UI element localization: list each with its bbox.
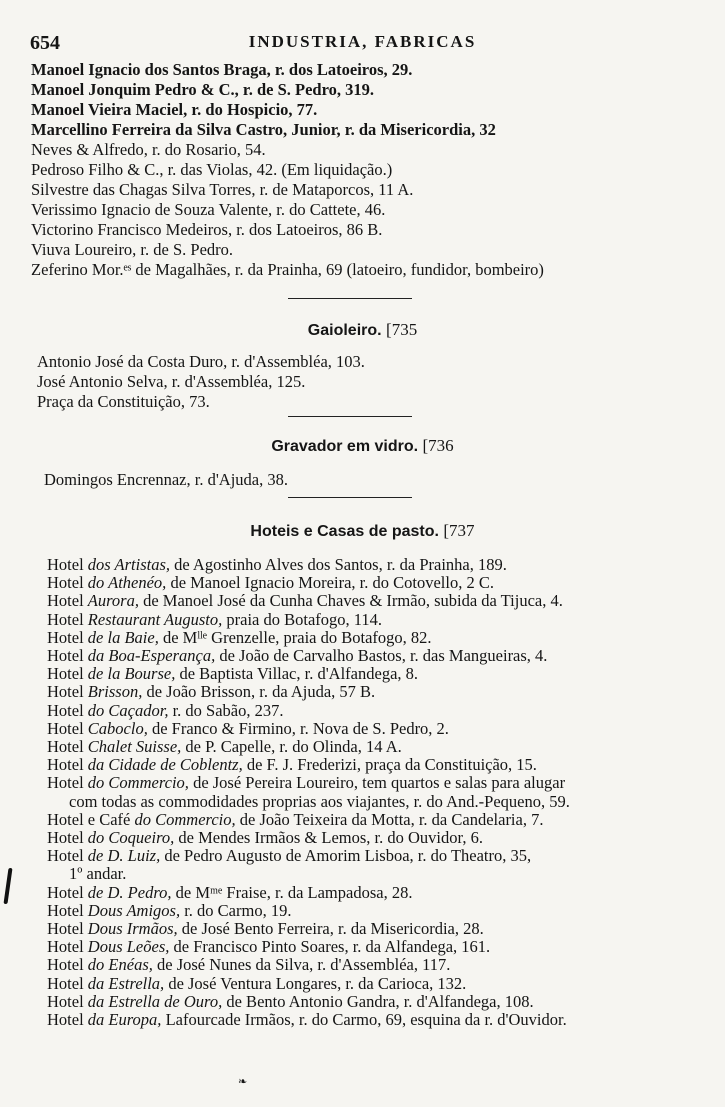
- hotel-details: 1º andar.: [69, 864, 127, 884]
- list-item: Victorino Francisco Medeiros, r. dos Latoeiros, 86 B.: [31, 220, 383, 239]
- hotel-prefix: Hotel: [47, 937, 84, 957]
- hotel-details: r. do Carmo, 19.: [180, 900, 292, 920]
- list-item: José Antonio Selva, r. d'Assembléa, 125.: [37, 372, 306, 391]
- hotel-entry: [47, 719, 449, 739]
- hotel-prefix: Hotel: [47, 846, 84, 866]
- section-divider: [288, 416, 412, 417]
- section-title: Gaioleiro.: [307, 322, 382, 339]
- hotel-name: de la Baie,: [87, 627, 159, 647]
- hotel-name: da Europa,: [87, 1010, 162, 1029]
- hotel-name: do Athenéo,: [87, 573, 167, 593]
- hotel-entry: [47, 937, 490, 957]
- hotel-entry: [47, 628, 432, 648]
- hotel-details: de Mˡˡᵉ Grenzelle, praia do Botafogo, 82.: [158, 627, 432, 647]
- hotel-prefix: Hotel: [47, 755, 84, 775]
- hotel-details: com todas as commodidades proprias aos viajantes, r. do And.-Pequeno, 59.: [69, 791, 570, 811]
- hotel-entry: [47, 919, 484, 939]
- hotel-details: de José Bento Ferreira, r. da Misericordia, 28.: [177, 919, 484, 938]
- hotel-prefix: Hotel: [47, 919, 84, 938]
- hotel-name: Dous Irmãos,: [87, 919, 178, 938]
- hotel-prefix: Hotel: [47, 773, 84, 793]
- hotel-name: de la Bourse,: [87, 664, 176, 684]
- hotel-details: de Agostinho Alves dos Santos, r. da Prainha, 189.: [170, 555, 507, 574]
- list-item: Manoel Jonquim Pedro & C., r. de S. Pedro, 319.: [31, 80, 374, 99]
- hotel-prefix: Hotel: [47, 882, 84, 902]
- hotel-entry: [69, 864, 126, 884]
- hotel-details: de José Ventura Longares, r. da Carioca, 132.: [164, 973, 467, 993]
- list-item: Silvestre das Chagas Silva Torres, r. de Mataporcos, 11 A.: [31, 180, 414, 199]
- hotel-name: Restaurant Augusto,: [87, 609, 223, 629]
- hotel-prefix: Hotel: [47, 646, 84, 665]
- hotel-name: de D. Luiz,: [87, 846, 161, 866]
- list-item: Verissimo Ignacio de Souza Valente, r. do Cattete, 46.: [31, 200, 386, 219]
- section-divider: [288, 497, 412, 498]
- hotel-details: de João de Carvalho Bastos, r. das Mangueiras, 4.: [215, 646, 548, 665]
- hotel-entry: [47, 773, 565, 793]
- hotel-prefix: Hotel: [47, 1010, 84, 1029]
- hotel-prefix: Hotel: [47, 555, 84, 574]
- hotel-prefix: Hotel: [47, 991, 84, 1011]
- hotel-entry: [47, 955, 450, 975]
- section-heading-gravador: [0, 436, 725, 456]
- hotel-entry: [69, 792, 570, 812]
- section-code: [736: [422, 436, 454, 455]
- section-code: [735: [386, 320, 418, 339]
- footer-ornament: ❧: [238, 1076, 248, 1088]
- page-number: 654: [30, 32, 60, 54]
- margin-mark: [3, 868, 12, 904]
- hotel-prefix: Hotel: [47, 973, 84, 993]
- hotel-name: do Commercio,: [134, 809, 236, 829]
- hotel-details: de Manoel Ignacio Moreira, r. do Cotovello, 2 C.: [166, 573, 494, 593]
- section-title: Hoteis e Casas de pasto.: [250, 523, 439, 540]
- list-item: Viuva Loureiro, r. de S. Pedro.: [31, 240, 234, 259]
- hotel-name: Chalet Suisse,: [87, 737, 182, 756]
- hotel-entry: [47, 974, 466, 994]
- hotel-prefix: Hotel e Café: [47, 809, 131, 829]
- section-title: Gravador em vidro.: [271, 438, 419, 455]
- hotel-entry: [47, 1010, 567, 1030]
- hotel-details: de Manoel José da Cunha Chaves & Irmão, subida da Tijuca, 4.: [138, 591, 563, 611]
- hotel-entry: [47, 828, 483, 848]
- hotel-entry: [47, 664, 418, 684]
- hotel-name: Caboclo,: [87, 718, 148, 738]
- hotel-entry: [47, 646, 547, 666]
- hotel-name: do Enéas,: [87, 955, 153, 975]
- hotel-prefix: Hotel: [47, 664, 84, 684]
- hotel-entry: [47, 901, 291, 921]
- hotel-details: r. do Sabão, 237.: [168, 700, 284, 720]
- hotel-entry: [47, 810, 543, 830]
- hotel-prefix: Hotel: [47, 828, 84, 847]
- hotel-details: de José Pereira Loureiro, tem quartos e salas para alugar: [188, 773, 566, 793]
- hotel-entry: [47, 573, 494, 593]
- hotel-details: Lafourcade Irmãos, r. do Carmo, 69, esquina da r. d'Ouvidor.: [161, 1010, 567, 1029]
- hotel-name: Dous Amigos,: [87, 900, 181, 920]
- section-code: [737: [443, 521, 475, 540]
- list-item: Manoel Ignacio dos Santos Braga, r. dos Latoeiros, 29.: [31, 60, 413, 79]
- hotel-name: Dous Leões,: [87, 937, 170, 957]
- list-item: Zeferino Mor.ᵉˢ de Magalhães, r. da Prainha, 69 (latoeiro, fundidor, bombeiro): [31, 260, 544, 279]
- hotel-prefix: Hotel: [47, 591, 84, 611]
- hotel-entry: [47, 610, 382, 630]
- hotel-entry: [47, 555, 507, 575]
- hotel-details: de João Brisson, r. da Ajuda, 57 B.: [142, 682, 376, 702]
- hotel-name: Aurora,: [87, 591, 139, 611]
- hotel-entry: [47, 591, 563, 611]
- hotel-entry: [47, 755, 537, 775]
- list-item: Neves & Alfredo, r. do Rosario, 54.: [31, 140, 266, 159]
- hotel-details: de João Teixeira da Motta, r. da Candelaria, 7.: [235, 809, 544, 829]
- hotel-prefix: Hotel: [47, 737, 84, 756]
- hotel-prefix: Hotel: [47, 700, 84, 720]
- hotel-name: do Commercio,: [87, 773, 189, 793]
- list-item: Marcellino Ferreira da Silva Castro, Junior, r. da Misericordia, 32: [31, 120, 496, 139]
- hotel-prefix: Hotel: [47, 573, 84, 593]
- hotel-name: Brisson,: [87, 682, 143, 702]
- section-heading-gaioleiro: [0, 320, 725, 340]
- list-item: Praça da Constituição, 73.: [37, 392, 210, 411]
- hotel-details: de Franco & Firmino, r. Nova de S. Pedro, 2.: [147, 718, 449, 738]
- hotel-prefix: Hotel: [47, 627, 84, 647]
- hotel-name: de D. Pedro,: [87, 882, 172, 902]
- hotel-prefix: Hotel: [47, 609, 84, 629]
- list-item: Pedroso Filho & C., r. das Violas, 42. (Em liquidação.): [31, 160, 393, 179]
- hotel-prefix: Hotel: [47, 718, 84, 738]
- hotel-details: de Francisco Pinto Soares, r. da Alfandega, 161.: [169, 937, 491, 957]
- hotel-entry: [47, 992, 534, 1012]
- hotel-details: de José Nunes da Silva, r. d'Assembléa, 117.: [152, 955, 451, 975]
- hotel-entry: [47, 682, 375, 702]
- hotel-prefix: Hotel: [47, 900, 84, 920]
- hotel-name: da Cidade de Coblentz,: [87, 755, 243, 775]
- hotel-name: da Estrella de Ouro,: [87, 991, 223, 1011]
- list-item: Antonio José da Costa Duro, r. d'Assembléa, 103.: [37, 352, 365, 371]
- list-item: Manoel Vieira Maciel, r. do Hospicio, 77.: [31, 100, 318, 119]
- hotel-prefix: Hotel: [47, 682, 84, 702]
- hotel-details: de Bento Antonio Gandra, r. d'Alfandega, 108.: [222, 991, 534, 1011]
- hotel-entry: [47, 883, 412, 903]
- hotel-details: de P. Capelle, r. do Olinda, 14 A.: [181, 737, 402, 756]
- hotel-details: de F. J. Frederizi, praça da Constituição, 15.: [242, 755, 537, 775]
- hotel-name: dos Artistas,: [87, 555, 171, 574]
- hotel-prefix: Hotel: [47, 955, 84, 975]
- section-heading-hoteis: [0, 521, 725, 541]
- hotel-details: de Mendes Irmãos & Lemos, r. do Ouvidor, 6.: [174, 828, 483, 847]
- hotel-name: da Boa-Esperança,: [87, 646, 216, 665]
- section-divider: [288, 298, 412, 299]
- hotel-details: de Baptista Villac, r. d'Alfandega, 8.: [175, 664, 419, 684]
- hotel-entry: [47, 701, 284, 721]
- hotel-entry: [47, 737, 402, 757]
- hotel-entry: [47, 846, 531, 866]
- hotel-details: de Pedro Augusto de Amorim Lisboa, r. do Theatro, 35,: [160, 846, 532, 866]
- hotel-name: do Caçador,: [87, 700, 169, 720]
- hotel-details: de Mᵐᵉ Fraise, r. da Lampadosa, 28.: [171, 882, 413, 902]
- hotel-details: praia do Botafogo, 114.: [222, 609, 383, 629]
- running-title: INDUSTRIA, FABRICAS: [248, 32, 477, 51]
- hotel-name: da Estrella,: [87, 973, 165, 993]
- hotel-name: do Coqueiro,: [87, 828, 175, 847]
- list-item: Domingos Encrennaz, r. d'Ajuda, 38.: [44, 470, 289, 489]
